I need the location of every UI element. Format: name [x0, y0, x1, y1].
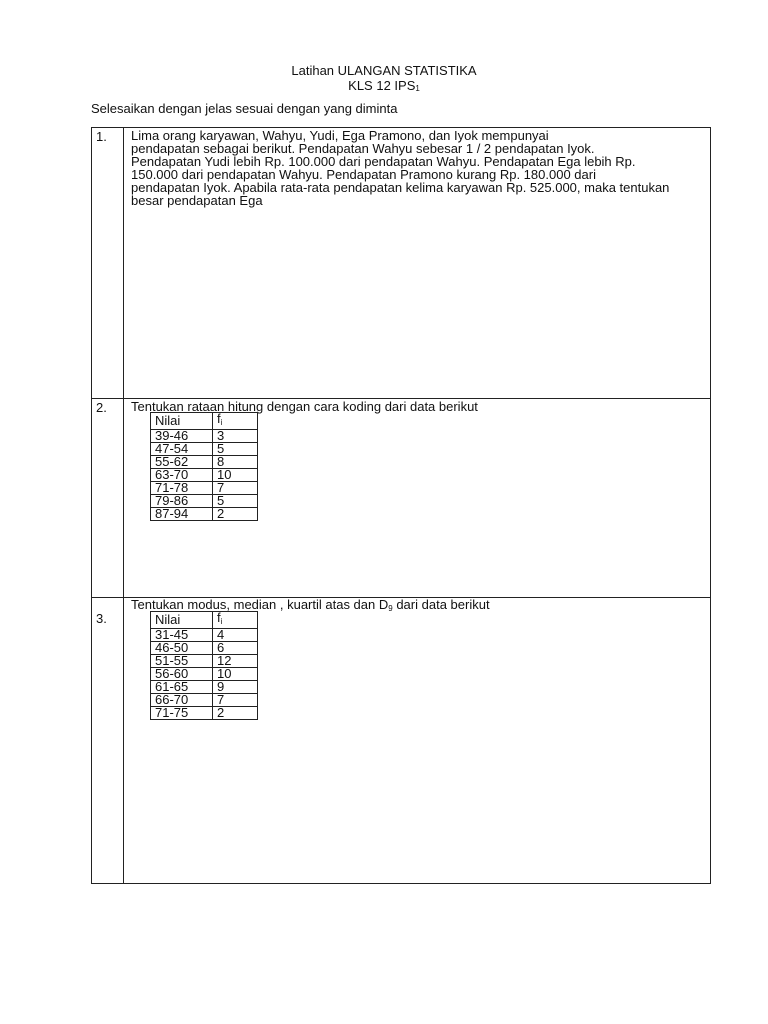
nilai-cell: 46-50 — [151, 642, 213, 655]
document-title: Latihan ULANGAN STATISTIKA — [291, 63, 477, 78]
nilai-cell: 51-55 — [151, 655, 213, 668]
frequency-cell: 7 — [213, 482, 258, 495]
frequency-cell: 2 — [213, 508, 258, 521]
nilai-cell: 31-45 — [151, 629, 213, 642]
frequency-cell: 3 — [213, 430, 258, 443]
table-header-row — [151, 612, 258, 629]
header-f: f — [217, 411, 221, 426]
frequency-cell: 8 — [213, 456, 258, 469]
question-1-line: Lima orang karyawan, Wahyu, Yudi, Ega Pramono, dan Iyok mempunyai — [131, 128, 549, 143]
nilai-cell: 47-54 — [151, 443, 213, 456]
question-3-decile-subscript: 9 — [388, 604, 393, 613]
question-2-frequency-table — [150, 412, 258, 521]
class-label-text: KLS 12 IPS — [348, 78, 416, 93]
question-3-text-before: Tentukan modus, median , kuartil atas dan D — [131, 597, 389, 612]
header-f: f — [217, 610, 221, 625]
class-label-subscript: 1 — [415, 84, 420, 93]
nilai-cell: 79-86 — [151, 495, 213, 508]
question-1-line: besar pendapatan Ega — [131, 193, 263, 208]
nilai-cell: 71-78 — [151, 482, 213, 495]
class-label — [0, 78, 768, 96]
instruction-text: Selesaikan dengan jelas sesuai dengan yang diminta — [91, 101, 398, 116]
frequency-cell: 6 — [213, 642, 258, 655]
question-1-line: Pendapatan Yudi lebih Rp. 100.000 dari pendapatan Wahyu. Pendapatan Ega lebih Rp. — [131, 154, 636, 169]
frequency-cell: 12 — [213, 655, 258, 668]
frequency-cell: 5 — [213, 443, 258, 456]
header-f-subscript: i — [220, 617, 223, 626]
frequency-cell: 2 — [213, 707, 258, 720]
question-1-line: 150.000 dari pendapatan Wahyu. Pendapatan Pramono kurang Rp. 180.000 dari — [131, 167, 596, 182]
frequency-cell: 10 — [213, 469, 258, 482]
header-frequency — [213, 612, 258, 629]
question-1-line: pendapatan sebagai berikut. Pendapatan Wahyu sebesar 1 / 2 pendapatan Iyok. — [131, 141, 595, 156]
header-nilai: Nilai — [151, 413, 213, 430]
frequency-cell: 4 — [213, 629, 258, 642]
frequency-cell: 10 — [213, 668, 258, 681]
question-1-number: 1. — [96, 129, 107, 144]
question-2-number: 2. — [96, 400, 107, 415]
question-1-text — [131, 129, 707, 207]
header-f-subscript: i — [220, 418, 223, 427]
header-nilai: Nilai — [151, 612, 213, 629]
nilai-cell: 71-75 — [151, 707, 213, 720]
table-header-row — [151, 413, 258, 430]
frequency-cell: 9 — [213, 681, 258, 694]
table-row — [151, 707, 258, 720]
nilai-cell: 56-60 — [151, 668, 213, 681]
nilai-cell: 66-70 — [151, 694, 213, 707]
nilai-cell: 55-62 — [151, 456, 213, 469]
nilai-cell: 87-94 — [151, 508, 213, 521]
question-3-text-after: dari data berikut — [392, 597, 490, 612]
question-1-line: pendapatan Iyok. Apabila rata-rata pendapatan kelima karyawan Rp. 525.000, maka tentukan — [131, 180, 670, 195]
question-3-number: 3. — [96, 611, 107, 626]
frequency-cell: 7 — [213, 694, 258, 707]
question-3-frequency-table — [150, 611, 258, 720]
nilai-cell: 61-65 — [151, 681, 213, 694]
number-column-divider — [123, 127, 124, 884]
nilai-cell: 63-70 — [151, 469, 213, 482]
nilai-cell: 39-46 — [151, 430, 213, 443]
frequency-cell: 5 — [213, 495, 258, 508]
question-2-text: Tentukan rataan hitung dengan cara koding dari data berikut — [131, 399, 478, 414]
table-row — [151, 508, 258, 521]
header-frequency — [213, 413, 258, 430]
